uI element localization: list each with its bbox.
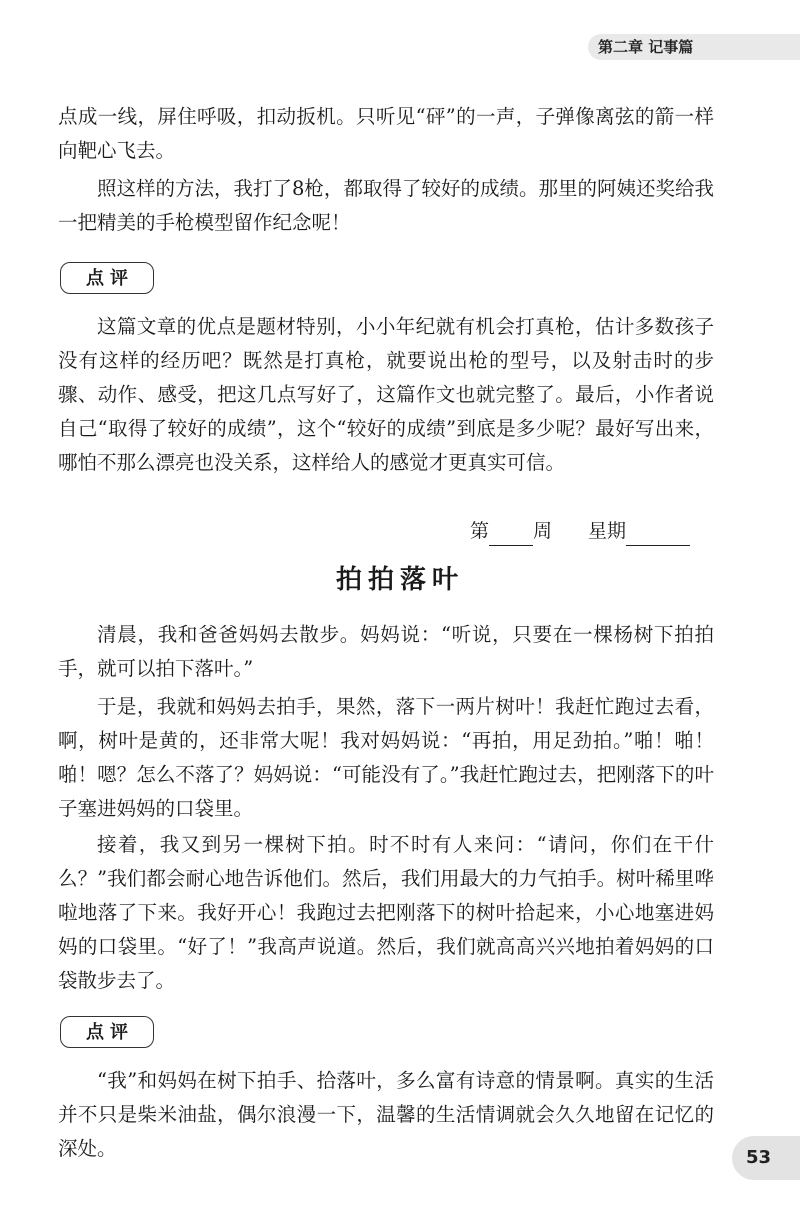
essay-paragraph: 于是，我就和妈妈去拍手，果然，落下一两片树叶！我赶忙跑过去看，啊，树叶是黄的，还非常大呢！我对妈妈说：“再拍，用足劲拍。”啪！啪！啪！嗯？怎么不落了？妈妈说：“可能没有了。”我赶忙跑过去，把刚落下的叶子塞进妈妈的口袋里。 bbox=[58, 695, 714, 820]
week-day-line bbox=[470, 516, 710, 546]
comment-paragraph: “我”和妈妈在树下拍手、拾落叶，多么富有诗意的情景啊。真实的生活并不只是柴米油盐，偶尔浪漫一下，温馨的生活情调就会久久地留在记忆的深处。 bbox=[58, 1069, 714, 1160]
weekday-label: 星期 bbox=[588, 520, 627, 542]
comment-badge: 点评 bbox=[60, 1016, 154, 1048]
essay-title: 拍拍落叶 bbox=[335, 565, 464, 595]
essay-paragraph: 清晨，我和爸爸妈妈去散步。妈妈说：“听说，只要在一棵杨树下拍拍手，就可以拍下落叶。” bbox=[58, 623, 714, 680]
essay-paragraph: 接着，我又到另一棵树下拍。时不时有人来问：“请问，你们在干什么？”我们都会耐心地告诉他们。然后，我们用最大的力气拍手。树叶稀里哗啦地落了下来。我好开心！我跑过去把刚落下的树叶拾起来，小心地塞进妈妈的口袋里。“好了！”我高声说道。然后，我们就高高兴兴地拍着妈妈的口袋散步去了。 bbox=[58, 833, 714, 992]
week-label-di: 第 bbox=[470, 520, 490, 542]
week-number-blank[interactable] bbox=[489, 523, 533, 546]
story-paragraph: 照这样的方法，我打了8枪，都取得了较好的成绩。那里的阿姨还奖给我一把精美的手枪模型留作纪念呢！ bbox=[58, 177, 714, 234]
page-number: 53 bbox=[746, 1147, 772, 1168]
comment-badge: 点评 bbox=[60, 262, 154, 294]
week-label-zhou: 周 bbox=[533, 520, 553, 542]
chapter-header: 第二章 记事篇 bbox=[598, 38, 694, 56]
story-paragraph: 点成一线，屏住呼吸，扣动扳机。只听见“砰”的一声，子弹像离弦的箭一样向靶心飞去。 bbox=[58, 105, 714, 162]
weekday-blank[interactable] bbox=[626, 523, 690, 546]
comment-paragraph: 这篇文章的优点是题材特别，小小年纪就有机会打真枪，估计多数孩子没有这样的经历吧？既然是打真枪，就要说出枪的型号，以及射击时的步骤、动作、感受，把这几点写好了，这篇作文也就完整了。最后，小作者说自己“取得了较好的成绩”，这个“较好的成绩”到底是多少呢？最好写出来，哪怕不那么漂亮也没关系，这样给人的感觉才更真实可信。 bbox=[58, 315, 714, 474]
